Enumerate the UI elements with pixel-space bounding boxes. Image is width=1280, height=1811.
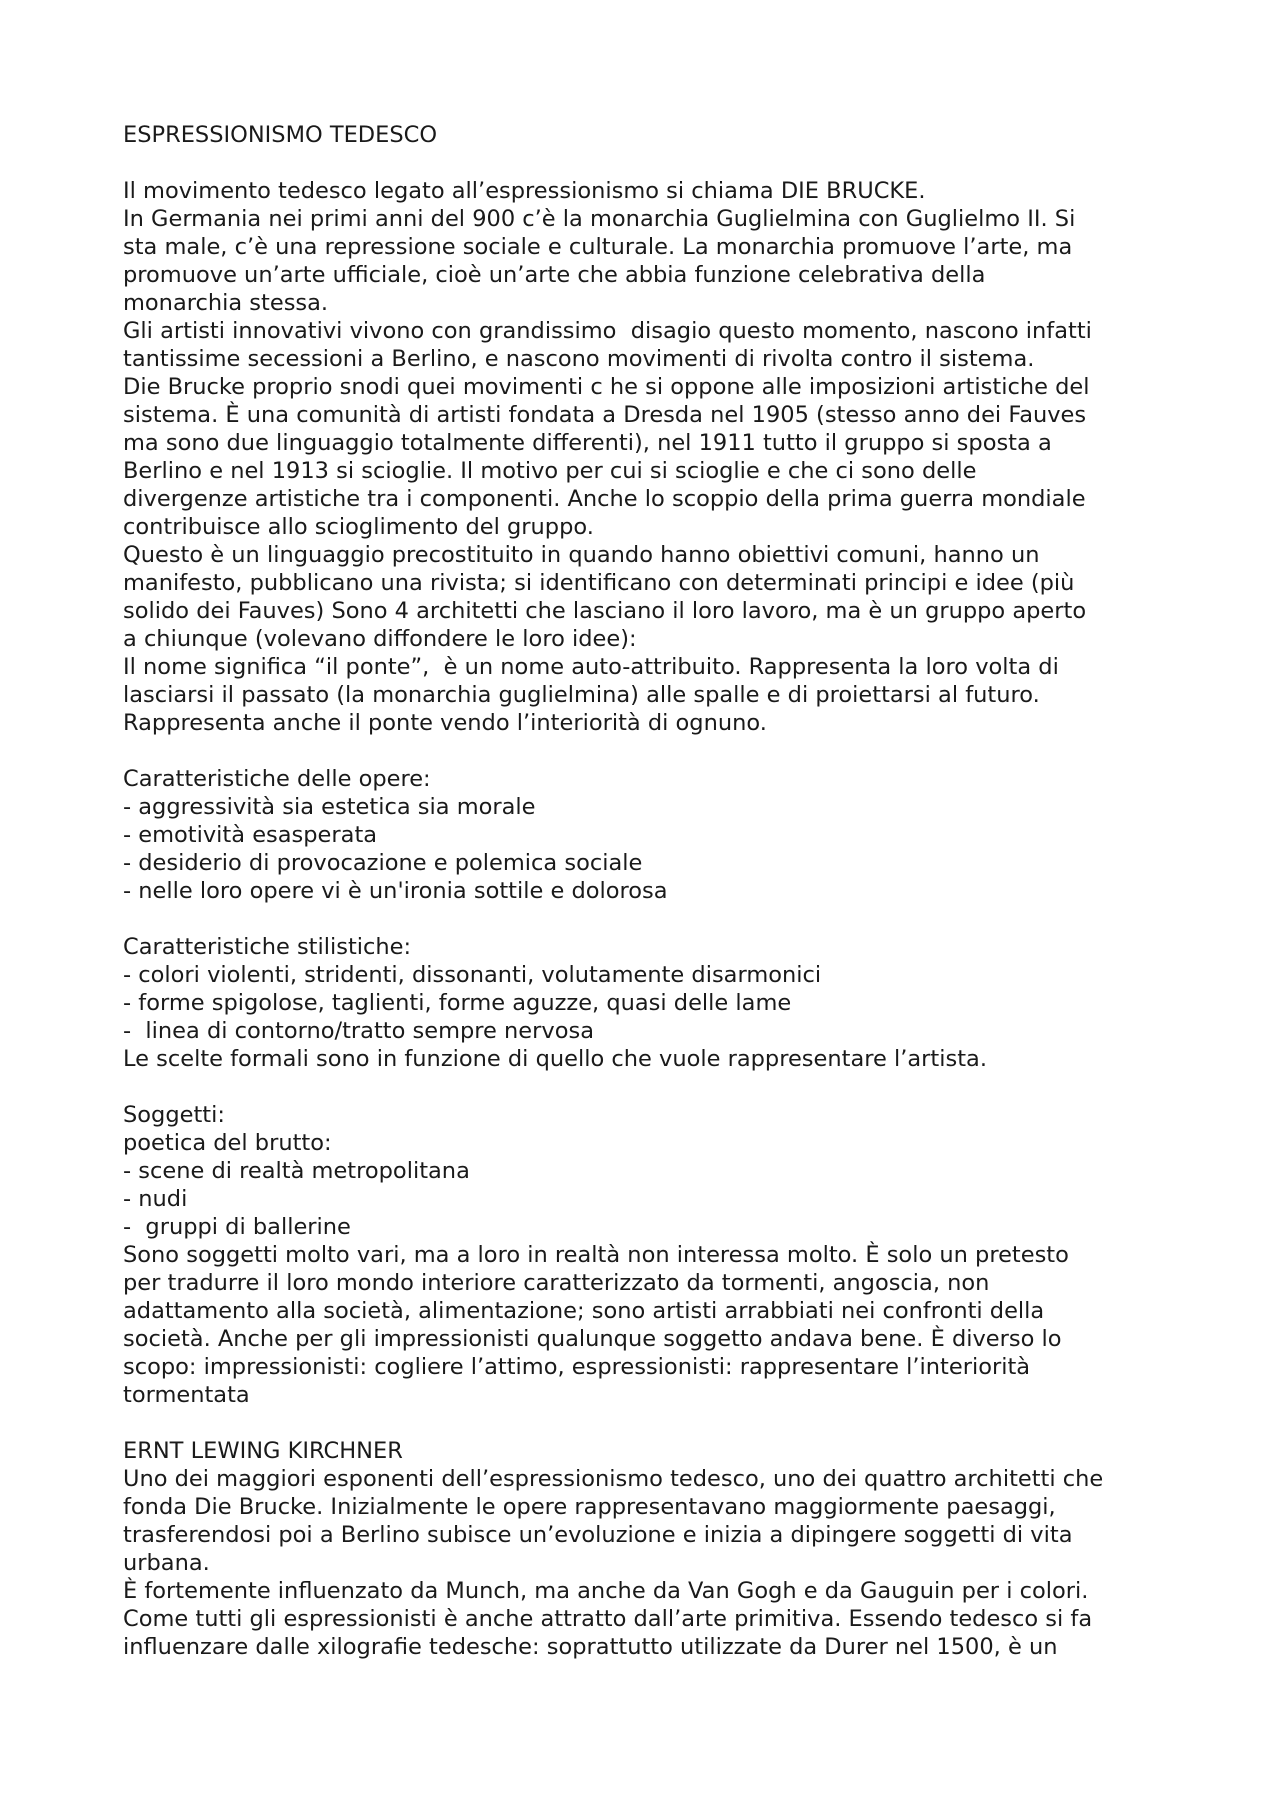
text-line: Questo è un linguaggio precostituito in quando hanno obiettivi comuni, hanno un [123, 542, 1040, 568]
text-line: Berlino e nel 1913 si scioglie. Il motivo per cui si scioglie e che ci sono delle [123, 458, 977, 484]
text-line: ERNT LEWING KIRCHNER [123, 1438, 403, 1464]
text-line: promuove un’arte ufficiale, cioè un’arte che abbia funzione celebrativa della [123, 262, 986, 288]
text-line: Caratteristiche stilistiche: [123, 934, 412, 960]
text-line: sta male, c’è una repressione sociale e culturale. La monarchia promuove l’arte, ma [123, 234, 1073, 260]
text-line: - gruppi di ballerine [123, 1214, 351, 1240]
text-line: In Germania nei primi anni del 900 c’è la monarchia Guglielmina con Guglielmo II. Si [123, 206, 1076, 232]
text-line: Le scelte formali sono in funzione di quello che vuole rappresentare l’artista. [123, 1046, 987, 1072]
text-line: Soggetti: [123, 1102, 225, 1128]
text-line: - desiderio di provocazione e polemica sociale [123, 850, 643, 876]
text-line: influenzare dalle xilografie tedesche: soprattutto utilizzate da Durer nel 1500, è un [123, 1634, 1058, 1660]
paragraph-gap [123, 1409, 1183, 1437]
text-line: Il nome significa “il ponte”, è un nome auto-attribuito. Rappresenta la loro volta di [123, 654, 1059, 680]
text-line: - nelle loro opere vi è un'ironia sottile e dolorosa [123, 878, 668, 904]
text-line: Come tutti gli espressionisti è anche attratto dall’arte primitiva. Essendo tedesco si fa [123, 1606, 1093, 1632]
stilistiche-section [123, 933, 1183, 1073]
text-line: lasciarsi il passato (la monarchia guglielmina) alle spalle e di proiettarsi al futuro. [123, 682, 1040, 708]
title-line: ESPRESSIONISMO TEDESCO [123, 122, 438, 148]
text-line: - colori violenti, stridenti, dissonanti, volutamente disarmonici [123, 962, 822, 988]
document-title [123, 121, 1183, 149]
text-line: poetica del brutto: [123, 1130, 332, 1156]
text-line: società. Anche per gli impressionisti qualunque soggetto andava bene. È diverso lo [123, 1326, 1062, 1352]
kirchner-section [123, 1437, 1183, 1661]
text-line: - scene di realtà metropolitana [123, 1158, 470, 1184]
document-page [123, 121, 1183, 1661]
text-line: - nudi [123, 1186, 188, 1212]
text-line: ma sono due linguaggio totalmente differenti), nel 1911 tutto il gruppo si sposta a [123, 430, 1052, 456]
paragraph-gap [123, 737, 1183, 765]
text-line: Rappresenta anche il ponte vendo l’interiorità di ognuno. [123, 710, 767, 736]
text-line: - aggressività sia estetica sia morale [123, 794, 536, 820]
text-line: monarchia stessa. [123, 290, 329, 316]
text-line: manifesto, pubblicano una rivista; si identificano con determinati principi e idee (più [123, 570, 1075, 596]
text-line: trasferendosi poi a Berlino subisce un’evoluzione e inizia a dipingere soggetti di vita [123, 1522, 1073, 1548]
text-line: È fortemente influenzato da Munch, ma anche da Van Gogh e da Gauguin per i colori. [123, 1578, 1089, 1604]
text-line: divergenze artistiche tra i componenti. Anche lo scoppio della prima guerra mondiale [123, 486, 1086, 512]
text-line: Caratteristiche delle opere: [123, 766, 431, 792]
opere-section [123, 765, 1183, 905]
text-line: a chiunque (volevano diffondere le loro idee): [123, 626, 637, 652]
paragraph-gap [123, 1073, 1183, 1101]
text-line: Il movimento tedesco legato all’espressionismo si chiama DIE BRUCKE. [123, 178, 926, 204]
text-line: - emotività esasperata [123, 822, 378, 848]
text-line: tantissime secessioni a Berlino, e nascono movimenti di rivolta contro il sistema. [123, 346, 1035, 372]
soggetti-section [123, 1101, 1183, 1409]
text-line: Gli artisti innovativi vivono con grandissimo disagio questo momento, nascono infatti [123, 318, 1092, 344]
text-line: - linea di contorno/tratto sempre nervosa [123, 1018, 594, 1044]
paragraph-gap [123, 149, 1183, 177]
intro-paragraph [123, 177, 1183, 737]
text-line: fonda Die Brucke. Inizialmente le opere rappresentavano maggiormente paesaggi, [123, 1494, 1056, 1520]
text-line: solido dei Fauves) Sono 4 architetti che lasciano il loro lavoro, ma è un gruppo aperto [123, 598, 1087, 624]
text-line: contribuisce allo scioglimento del gruppo. [123, 514, 594, 540]
text-line: scopo: impressionisti: cogliere l’attimo, espressionisti: rappresentare l’interiorità [123, 1354, 1031, 1380]
text-line: per tradurre il loro mondo interiore caratterizzato da tormenti, angoscia, non [123, 1270, 990, 1296]
text-line: sistema. È una comunità di artisti fondata a Dresda nel 1905 (stesso anno dei Fauves [123, 402, 1087, 428]
paragraph-gap [123, 905, 1183, 933]
text-line: urbana. [123, 1550, 210, 1576]
text-line: Die Brucke proprio snodi quei movimenti c he si oppone alle imposizioni artistiche del [123, 374, 1090, 400]
text-line: Uno dei maggiori esponenti dell’espressionismo tedesco, uno dei quattro architetti che [123, 1466, 1104, 1492]
text-line: adattamento alla società, alimentazione; sono artisti arrabbiati nei confronti della [123, 1298, 1045, 1324]
text-line: tormentata [123, 1382, 250, 1408]
text-line: Sono soggetti molto vari, ma a loro in realtà non interessa molto. È solo un pretesto [123, 1242, 1069, 1268]
text-line: - forme spigolose, taglienti, forme aguzze, quasi delle lame [123, 990, 792, 1016]
